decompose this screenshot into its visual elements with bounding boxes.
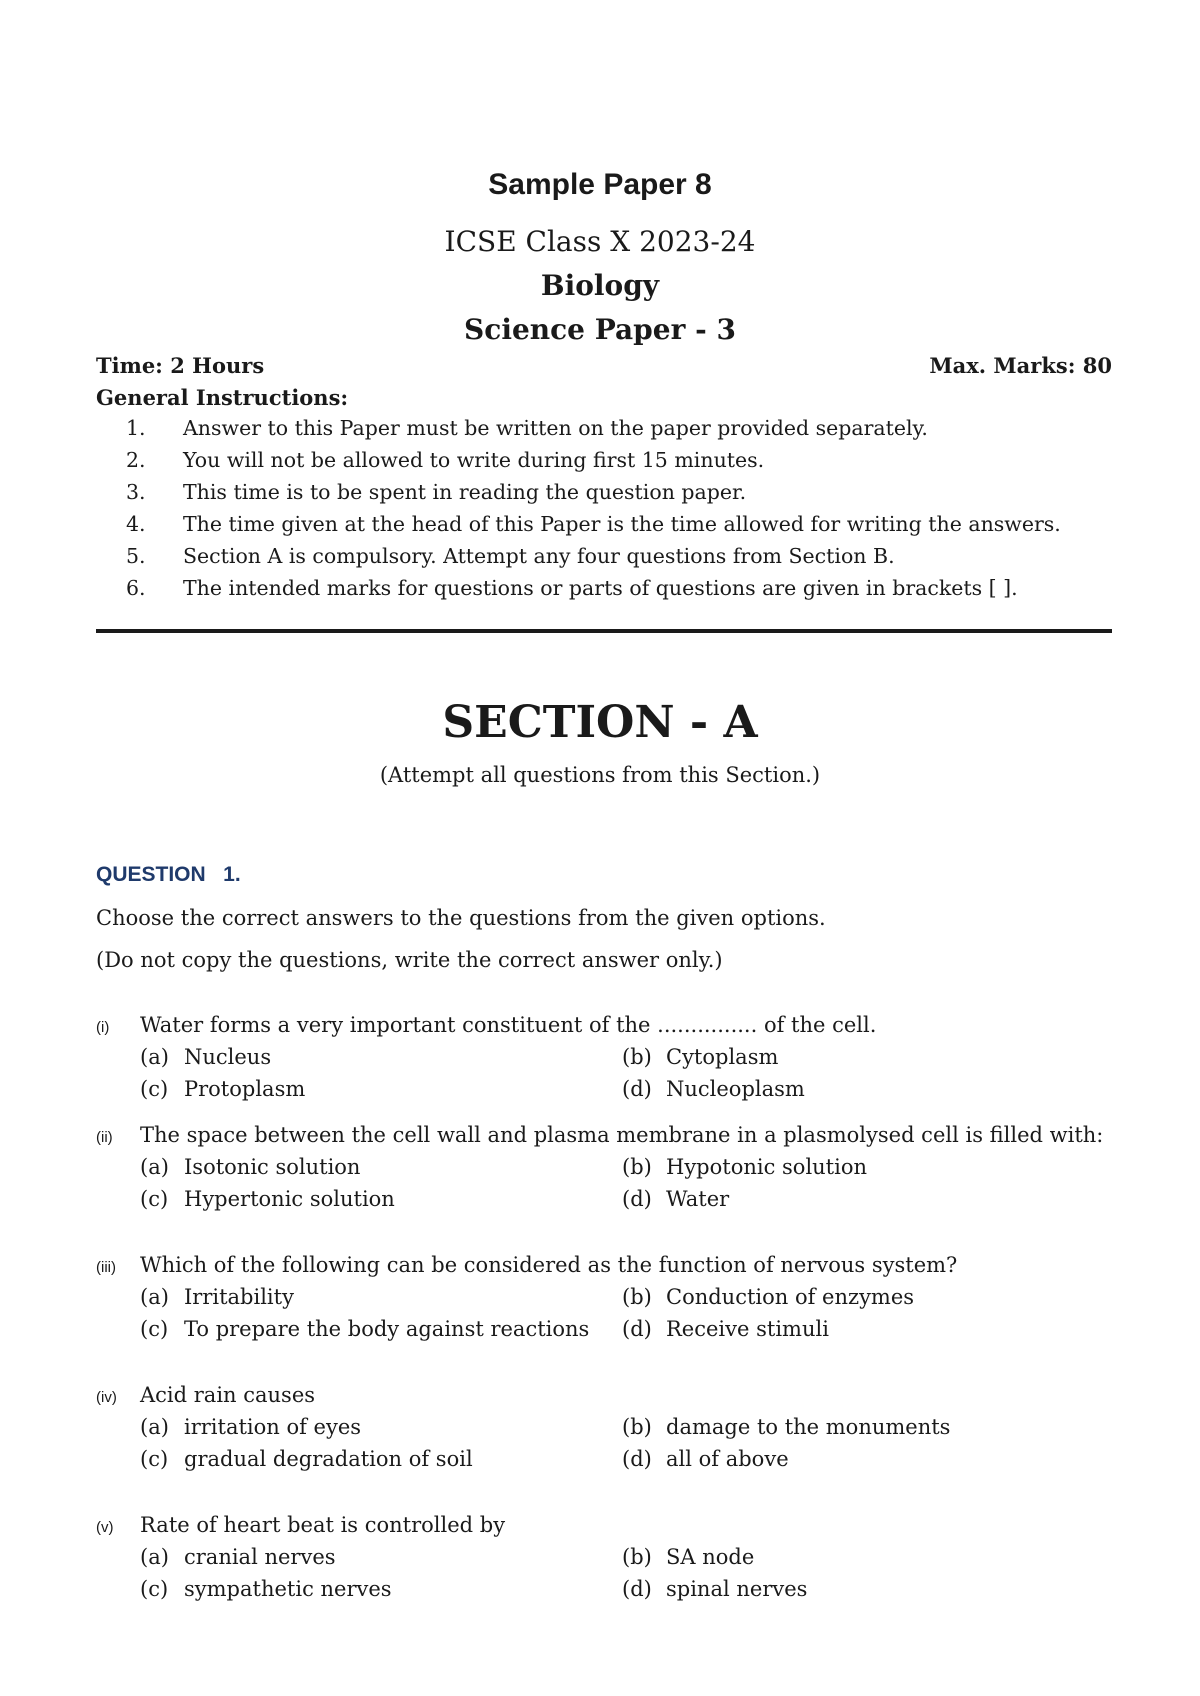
part-text: Rate of heart beat is controlled by xyxy=(140,1513,506,1537)
option-c xyxy=(140,1447,473,1471)
option-text: sympathetic nerves xyxy=(184,1577,392,1601)
instruction-number: 5. xyxy=(126,544,146,568)
option-text: spinal nerves xyxy=(666,1577,808,1601)
option-label: (a) xyxy=(140,1045,169,1069)
option-d xyxy=(622,1187,729,1211)
part-text: Which of the following can be considered as the function of nervous system? xyxy=(140,1253,958,1277)
part-number: (iii) xyxy=(96,1259,116,1276)
option-label: (c) xyxy=(140,1187,169,1211)
option-label: (b) xyxy=(622,1415,652,1439)
option-text: gradual degradation of soil xyxy=(184,1447,473,1471)
option-text: Nucleus xyxy=(184,1045,272,1069)
option-label: (b) xyxy=(622,1045,652,1069)
option-label: (b) xyxy=(622,1285,652,1309)
subject-title: Biology xyxy=(540,269,660,302)
option-text: Hypotonic solution xyxy=(666,1155,868,1179)
instruction-item xyxy=(0,416,1200,444)
option-label: (d) xyxy=(622,1577,652,1601)
option-label: (a) xyxy=(140,1155,169,1179)
option-text: Conduction of enzymes xyxy=(666,1285,915,1309)
option-a xyxy=(140,1415,361,1439)
option-label: (a) xyxy=(140,1285,169,1309)
part-number: (v) xyxy=(96,1519,114,1536)
instruction-number: 3. xyxy=(126,480,146,504)
option-label: (d) xyxy=(622,1077,652,1101)
instruction-item xyxy=(0,576,1200,604)
option-a xyxy=(140,1545,336,1569)
option-c xyxy=(140,1577,392,1601)
paper-name: Science Paper - 3 xyxy=(464,313,736,346)
option-d xyxy=(622,1447,789,1471)
option-label: (c) xyxy=(140,1577,169,1601)
question-note: (Do not copy the questions, write the correct answer only.) xyxy=(96,948,723,972)
option-b xyxy=(622,1155,867,1179)
part-text: The space between the cell wall and plasma membrane in a plasmolysed cell is filled with: xyxy=(140,1123,1104,1147)
option-label: (d) xyxy=(622,1447,652,1471)
option-text: all of above xyxy=(666,1447,789,1471)
instruction-text: The intended marks for questions or parts of questions are given in brackets [ ]. xyxy=(183,576,1018,600)
instruction-item xyxy=(0,544,1200,572)
option-text: irritation of eyes xyxy=(184,1415,362,1439)
instruction-number: 4. xyxy=(126,512,146,536)
header-divider xyxy=(96,629,1112,633)
option-text: Water xyxy=(666,1187,730,1211)
option-text: Cytoplasm xyxy=(666,1045,779,1069)
part-number: (i) xyxy=(96,1019,110,1036)
option-text: Receive stimuli xyxy=(666,1317,829,1341)
option-c xyxy=(140,1187,395,1211)
question-intro: Choose the correct answers to the questions from the given options. xyxy=(96,906,826,930)
part-text: Acid rain causes xyxy=(140,1383,316,1407)
option-c xyxy=(140,1317,589,1341)
option-text: Nucleoplasm xyxy=(666,1077,805,1101)
question-part xyxy=(0,1253,1200,1353)
question-part xyxy=(0,1383,1200,1483)
option-d xyxy=(622,1577,807,1601)
option-text: To prepare the body against reactions xyxy=(184,1317,590,1341)
question-part xyxy=(0,1513,1200,1613)
option-label: (a) xyxy=(140,1415,169,1439)
option-label: (d) xyxy=(622,1187,652,1211)
option-a xyxy=(140,1285,294,1309)
option-b xyxy=(622,1285,914,1309)
part-number: (ii) xyxy=(96,1129,113,1146)
option-label: (b) xyxy=(622,1155,652,1179)
instruction-number: 1. xyxy=(126,416,146,440)
time-label: Time: 2 Hours xyxy=(96,353,265,378)
option-text: Hypertonic solution xyxy=(184,1187,395,1211)
question-part xyxy=(0,1123,1200,1223)
option-label: (d) xyxy=(622,1317,652,1341)
option-d xyxy=(622,1317,829,1341)
part-text: Water forms a very important constituent of the ............... of the cell. xyxy=(140,1013,877,1037)
option-text: cranial nerves xyxy=(184,1545,336,1569)
section-subtitle: (Attempt all questions from this Section.) xyxy=(379,763,821,787)
option-label: (c) xyxy=(140,1317,169,1341)
instruction-text: The time given at the head of this Paper is the time allowed for writing the answers. xyxy=(183,512,1061,536)
question-part xyxy=(0,1013,1200,1113)
option-b xyxy=(622,1415,950,1439)
instruction-text: You will not be allowed to write during first 15 minutes. xyxy=(183,448,765,472)
instruction-item xyxy=(0,512,1200,540)
instruction-item xyxy=(0,480,1200,508)
instruction-item xyxy=(0,448,1200,476)
option-b xyxy=(622,1545,754,1569)
max-marks-label: Max. Marks: 80 xyxy=(929,353,1112,378)
question-heading: QUESTION 1. xyxy=(96,863,241,886)
paper-title: Sample Paper 8 xyxy=(488,168,712,201)
section-title: SECTION - A xyxy=(442,697,758,748)
option-label: (b) xyxy=(622,1545,652,1569)
option-b xyxy=(622,1045,778,1069)
option-a xyxy=(140,1045,271,1069)
option-text: Protoplasm xyxy=(184,1077,306,1101)
option-label: (c) xyxy=(140,1447,169,1471)
option-label: (a) xyxy=(140,1545,169,1569)
part-number: (iv) xyxy=(96,1389,117,1406)
option-text: Isotonic solution xyxy=(184,1155,361,1179)
option-text: damage to the monuments xyxy=(666,1415,951,1439)
instruction-number: 2. xyxy=(126,448,146,472)
option-c xyxy=(140,1077,305,1101)
option-d xyxy=(622,1077,805,1101)
instruction-text: Answer to this Paper must be written on the paper provided separately. xyxy=(183,416,928,440)
class-line: ICSE Class X 2023-24 xyxy=(444,225,756,258)
instruction-text: Section A is compulsory. Attempt any four questions from Section B. xyxy=(183,544,895,568)
option-text: SA node xyxy=(666,1545,755,1569)
instructions-heading: General Instructions: xyxy=(96,385,349,410)
option-label: (c) xyxy=(140,1077,169,1101)
instruction-text: This time is to be spent in reading the question paper. xyxy=(183,480,747,504)
option-text: Irritability xyxy=(184,1285,294,1309)
option-a xyxy=(140,1155,360,1179)
instruction-number: 6. xyxy=(126,576,146,600)
